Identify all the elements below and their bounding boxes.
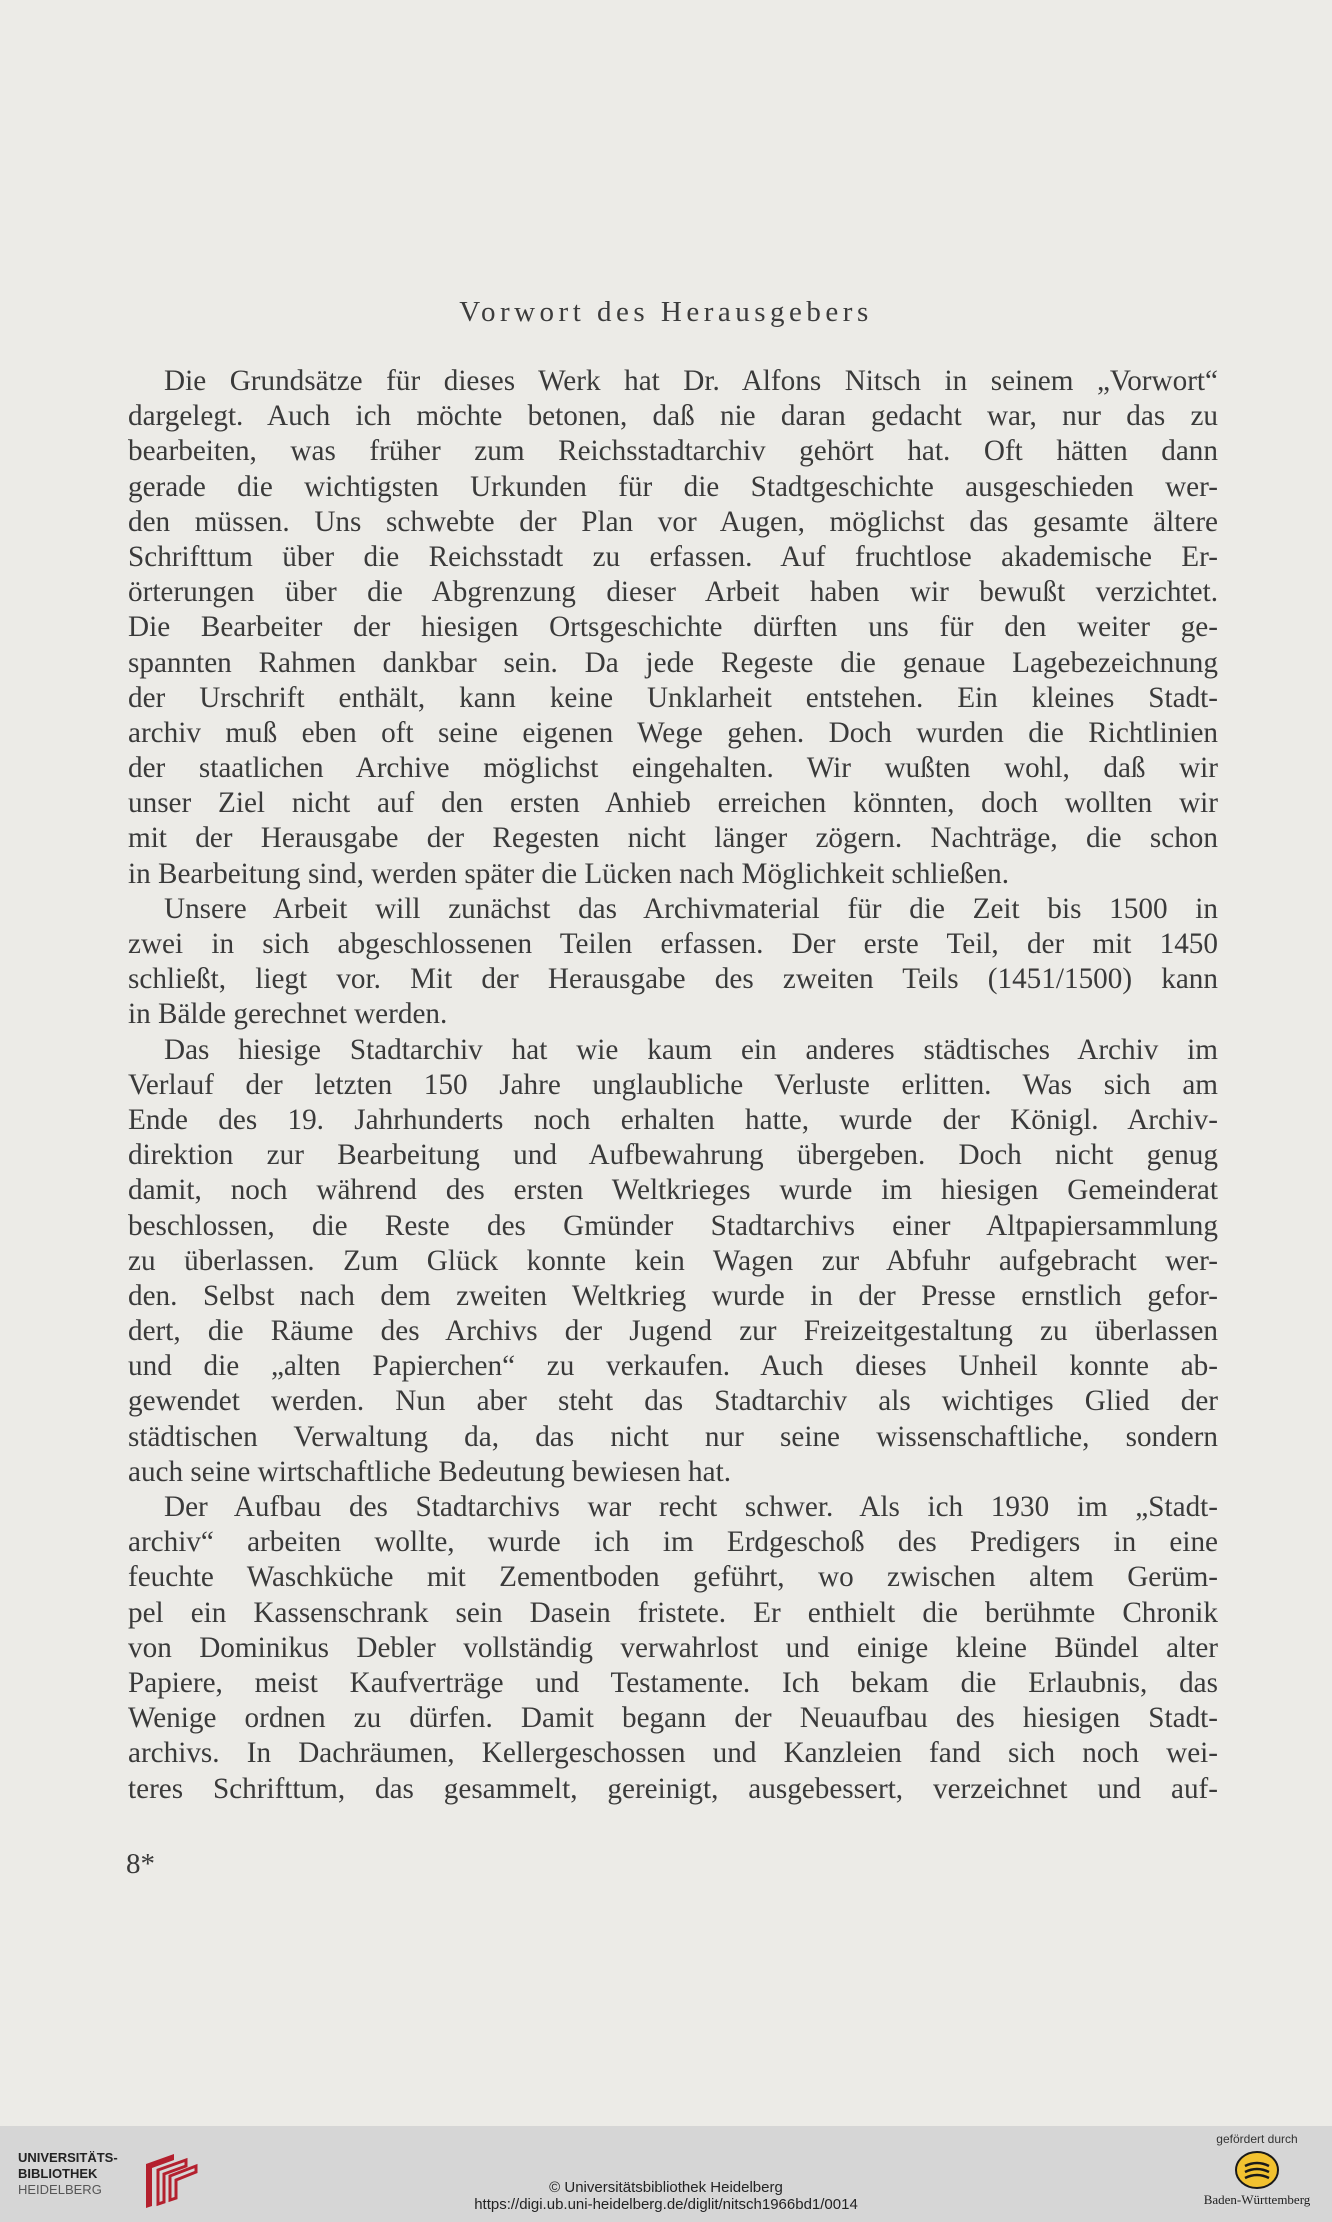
text-line: zu überlassen. Zum Glück konnte kein Wagen zur Abfuhr aufgebracht wer-: [128, 1244, 1218, 1277]
library-name-line: HEIDELBERG: [18, 2182, 102, 2197]
sponsor-name: Baden-Württemberg: [1203, 2192, 1311, 2207]
body-text: [128, 364, 1218, 1807]
text-line: bearbeiten, was früher zum Reichsstadtarchiv gehört hat. Oft hätten dann: [128, 435, 1218, 468]
text-line: Die Bearbeiter der hiesigen Ortsgeschichte dürften uns für den weiter ge-: [128, 611, 1218, 644]
sponsor-label: gefördert durch: [1216, 2132, 1298, 2146]
text-line: feuchte Waschküche mit Zementboden geführt, wo zwischen altem Gerüm-: [128, 1561, 1218, 1594]
text-line: Der Aufbau des Stadtarchivs war recht schwer. Als ich 1930 im „Stadt-: [164, 1491, 1218, 1523]
text-line: in Bälde gerechnet werden.: [128, 998, 448, 1031]
text-line: archiv muß eben oft seine eigenen Wege gehen. Doch wurden die Richtlinien: [128, 716, 1218, 749]
text-line: und die „alten Papierchen“ zu verkaufen. Auch dieses Unheil konnte ab-: [128, 1350, 1218, 1383]
text-line: Papiere, meist Kaufverträge und Testamente. Ich bekam die Erlaubnis, das: [128, 1666, 1218, 1699]
text-line: damit, noch während des ersten Weltkrieges wurde im hiesigen Gemeinderat: [128, 1174, 1218, 1207]
text-line: der staatlichen Archive möglichst eingehalten. Wir wußten wohl, daß wir: [128, 752, 1218, 785]
text-line: auch seine wirtschaftliche Bedeutung bewiesen hat.: [128, 1455, 731, 1488]
state-crest-icon: [1234, 2150, 1280, 2190]
text-line: Das hiesige Stadtarchiv hat wie kaum ein anderes städtisches Archiv im: [164, 1033, 1218, 1066]
text-line: teres Schrifttum, das gesammelt, gereinigt, ausgebessert, verzeichnet und auf-: [128, 1772, 1218, 1805]
library-name-line: BIBLIOTHEK: [18, 2166, 98, 2181]
text-line: Die Grundsätze für dieses Werk hat Dr. Alfons Nitsch in seinem „Vorwort“: [164, 365, 1218, 397]
text-line: den müssen. Uns schwebte der Plan vor Augen, möglichst das gesamte ältere: [128, 505, 1218, 538]
text-line: der Urschrift enthält, kann keine Unklarheit entstehen. Ein kleines Stadt-: [128, 681, 1218, 714]
text-line: den. Selbst nach dem zweiten Weltkrieg wurde in der Presse ernstlich gefor-: [128, 1279, 1218, 1312]
text-line: unser Ziel nicht auf den ersten Anhieb erreichen könnten, doch wollten wir: [128, 787, 1218, 820]
copyright-text: © Universitätsbibliothek Heidelberg: [549, 2179, 783, 2196]
text-line: dargelegt. Auch ich möchte betonen, daß nie daran gedacht war, nur das zu: [128, 400, 1218, 433]
text-line: beschlossen, die Reste des Gmünder Stadtarchivs einer Altpapiersammlung: [128, 1209, 1218, 1242]
text-line: städtischen Verwaltung da, das nicht nur seine wissenschaftliche, sondern: [128, 1420, 1218, 1453]
sponsor-block[interactable]: [1202, 2132, 1312, 2218]
text-line: zwei in sich abgeschlossenen Teilen erfassen. Der erste Teil, der mit 1450: [128, 928, 1218, 960]
page-heading: Vorwort des Herausgebers: [459, 296, 873, 328]
text-line: spannten Rahmen dankbar sein. Da jede Regeste die genaue Lagebezeichnung: [128, 646, 1218, 679]
text-line: archivs. In Dachräumen, Kellergeschossen und Kanzleien fand sich noch wei-: [128, 1737, 1218, 1770]
text-line: archiv“ arbeiten wollte, wurde ich im Erdgeschoß des Predigers in eine: [128, 1526, 1218, 1559]
text-line: Unsere Arbeit will zunächst das Archivmaterial für die Zeit bis 1500 in: [164, 892, 1218, 925]
text-line: in Bearbeitung sind, werden später die Lücken nach Möglichkeit schließen.: [128, 857, 1010, 890]
text-line: schließt, liegt vor. Mit der Herausgabe des zweiten Teils (1451/1500) kann: [128, 963, 1218, 996]
page-number: 8*: [126, 1848, 155, 1880]
text-line: gewendet werden. Nun aber steht das Stadtarchiv als wichtiges Glied der: [128, 1385, 1218, 1418]
text-line: Verlauf der letzten 150 Jahre unglaubliche Verluste erlitten. Was sich am: [128, 1068, 1218, 1101]
text-line: pel ein Kassenschrank sein Dasein fristete. Er enthielt die berühmte Chronik: [128, 1596, 1218, 1629]
text-line: mit der Herausgabe der Regesten nicht länger zögern. Nachträge, die schon: [128, 822, 1218, 855]
library-name-line: UNIVERSITÄTS-: [18, 2150, 118, 2165]
text-line: von Dominikus Debler vollständig verwahrlost und einige kleine Bündel alter: [128, 1631, 1218, 1664]
text-line: gerade die wichtigsten Urkunden für die Stadtgeschichte ausgeschieden wer-: [128, 470, 1218, 503]
text-line: direktion zur Bearbeitung und Aufbewahrung übergeben. Doch nicht genug: [128, 1139, 1218, 1172]
permalink-url[interactable]: https://digi.ub.uni-heidelberg.de/diglit/nitsch1966bd1/0014: [474, 2196, 858, 2213]
text-line: Wenige ordnen zu dürfen. Damit begann der Neuaufbau des hiesigen Stadt-: [128, 1702, 1218, 1735]
text-line: Ende des 19. Jahrhunderts noch erhalten hatte, wurde der Königl. Archiv-: [128, 1103, 1218, 1136]
footer-bar: [0, 2126, 1332, 2222]
text-line: Schrifttum über die Reichsstadt zu erfassen. Auf fruchtlose akademische Er-: [128, 540, 1218, 573]
text-line: örterungen über die Abgrenzung dieser Arbeit haben wir bewußt verzichtet.: [128, 576, 1218, 609]
text-line: dert, die Räume des Archivs der Jugend zur Freizeitgestaltung zu überlassen: [128, 1315, 1218, 1348]
